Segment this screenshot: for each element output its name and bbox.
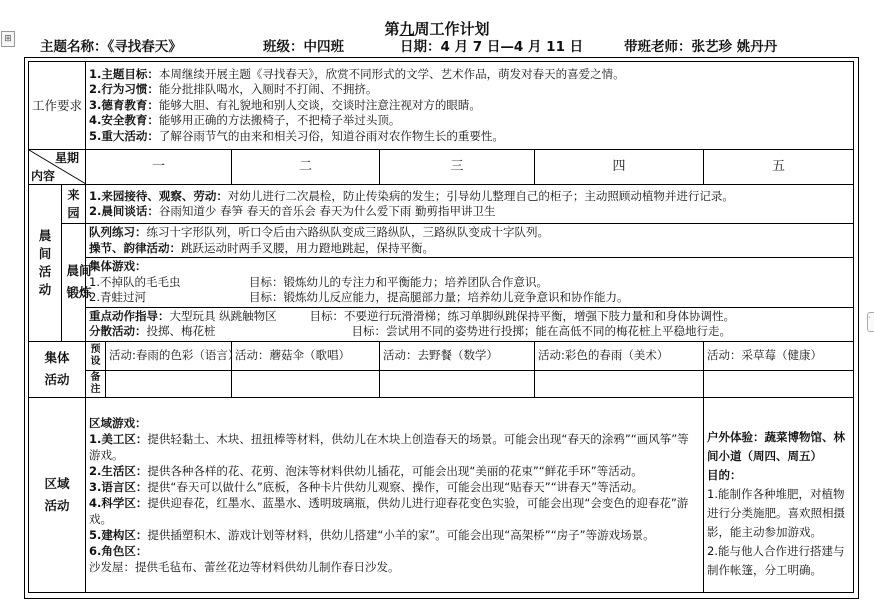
note-cell [106,370,232,397]
group-activity-mon: 活动:春雨的色彩（语言） [106,341,232,370]
day-header: 四 [535,150,704,185]
day-header: 一 [86,150,232,185]
note-cell [535,370,704,397]
zone-item: 3.语言区：提供“春天可以做什么”底板，各种卡片供幼儿观察、操作，可能会出现“贴春天”“讲春天”等活动。 [89,479,644,494]
group-games-content [86,258,854,308]
arrival-line: 2.晨间谈话：谷雨知道少 春笋 春天的音乐会 春天为什么爱下雨 勤剪指甲讲卫生 [89,204,496,218]
move-handle-icon[interactable]: ⊞ [1,31,15,47]
outdoor-title: 户外体验：蔬菜博物馆、林间小道（周四、周五） [707,430,846,464]
arrival-label: 来园 [62,185,86,224]
outdoor-goal-item: 1.能制作各种堆肥，对植物进行分类施肥。喜欢照相摄影，能主动参加游戏。 [707,487,846,540]
game-line: 2.青蛙过河 目标：锻炼幼儿反应能力，提高腿部力量；培养幼儿竞争意识和协作能力。 [89,290,629,304]
zone-item: 6.角色区： [89,543,148,558]
note-cell [704,370,854,397]
group-activity-thu: 活动:彩色的春雨（美术） [535,341,704,370]
class-name: 班级：中四班 [263,39,344,55]
outdoor-goal-item: 2.能与他人合作进行搭建与制作帐篷，分工明确。 [707,544,845,578]
day-header: 二 [232,150,380,185]
game-line: 1.不掉队的毛毛虫 目标：锻炼幼儿的专注力和平衡能力；培养团队合作意识。 [89,274,549,289]
arrival-content [86,185,854,224]
arrival-line: 1.来园接待、观察、劳动：对幼儿进行二次晨检，防止传染病的发生；引导幼儿整理自己的柜子；主动照顾动植物并进行记录。 [89,188,734,203]
queue-content [86,224,854,258]
key-action-content [86,307,854,341]
outdoor-goal-head: 目的： [707,468,742,483]
key-action-line: 重点动作指导：大型玩具 纵跳触物区 目标：不要逆行玩滑滑梯；练习单脚纵跳保持平衡，增强下肢力量和和身体协调性。 [89,308,736,323]
requirement-item: 3.德育教育：能够大胆、有礼貌地和别人交谈，交谈时注意注视对方的眼睛。 [89,97,481,112]
week-number: 九 [399,20,415,38]
queue-line: 操节、韵律活动：跳跃运动时两手叉腰，用力蹬地跳起，保持平衡。 [89,240,435,255]
date-range: 日期：4 月 7 日—4 月 11 日 [400,39,584,55]
area-games-head: 区域游戏： [89,415,147,430]
group-activity-wed: 活动：去野餐（数学） [380,341,535,370]
note-cell [232,370,380,397]
diagonal-header-cell [29,150,86,185]
day-header: 三 [380,150,535,185]
dispersed-line: 分散活动：投掷、梅花桩 目标：尝试用不同的姿势进行投掷；能在高低不同的梅花桩上平稳地行走。 [89,324,732,338]
group-activity-fri: 活动：采草莓（健康） [704,341,854,370]
content-corner-label: 内容 [31,168,56,183]
weekday-corner-label: 星期 [55,151,80,165]
theme-name: 主题名称：《寻找春天》 [40,39,182,55]
requirement-item: 4.安全教育：能够用正确的方法搬椅子，不把椅子举过头顶。 [89,113,401,128]
weekly-plan-table [28,61,854,593]
group-games-head: 集体游戏： [89,259,147,273]
preset-label: 预设 [86,341,106,370]
requirement-item: 5.重大活动：了解谷雨节气的由来和相关习俗，知道谷雨对农作物生长的重要性。 [89,128,504,143]
page-title: 第九周工作计划 [384,20,490,38]
work-requirements-label: 工作要求 [29,62,86,150]
group-activity-label: 集体活动 [29,341,86,397]
morning-activity-label: 晨间活动 [29,185,62,342]
teachers: 带班老师：张艺珍 姚丹丹 [624,39,778,55]
plan-frame [24,57,859,599]
note-label: 备注 [86,370,106,397]
queue-line: 队列练习：练习十字形队列，听口令后由六路纵队变成三路纵队，三路纵队变成十字队列。 [89,225,550,239]
note-cell [380,370,535,397]
area-activity-label: 区域活动 [29,397,86,593]
zone-item: 5.建构区：提供插塑积木、游戏计划等材料，供幼儿搭建“小羊的家”。可能会出现“高架桥”“房子”等游戏场景。 [89,527,655,542]
zone-item: 2.生活区：提供各种各样的花、花剪、泡沫等材料供幼儿插花，可能会出现“美丽的花束”“鲜花手环”等活动。 [89,463,643,478]
day-header: 五 [704,150,854,185]
exercise-label: 晨间锻炼 [62,224,86,342]
work-requirements-content [86,62,854,150]
zone-item: 沙发屋：提供毛毡布、蕾丝花边等材料供幼儿制作春日沙发。 [89,559,400,574]
area-games-content [86,397,704,593]
zone-item: 4.科学区：提供迎春花，红墨水、蓝墨水、透明玻璃瓶，供幼儿进行迎春花变色实验，可能会出现“会变色的迎春花”游戏。 [89,495,689,526]
scroll-handle-icon[interactable]: · [867,312,874,332]
outdoor-experience-content [704,397,854,593]
zone-item: 1.美工区：提供轻黏土、木块、扭扭棒等材料，供幼儿在木块上创造春天的场景。可能会出现“春天的涂鸦”“画风筝”等游戏。 [89,431,689,462]
requirement-item: 2.行为习惯：能分批排队喝水，入厕时不打闹、不拥挤。 [89,82,378,97]
group-activity-tue: 活动：蘑菇伞（歌唱） [232,341,380,370]
requirement-item: 1.主题目标：本周继续开展主题《寻找春天》，欣赏不同形式的文学、艺术作品，萌发对春天的喜爱之情。 [89,66,625,81]
